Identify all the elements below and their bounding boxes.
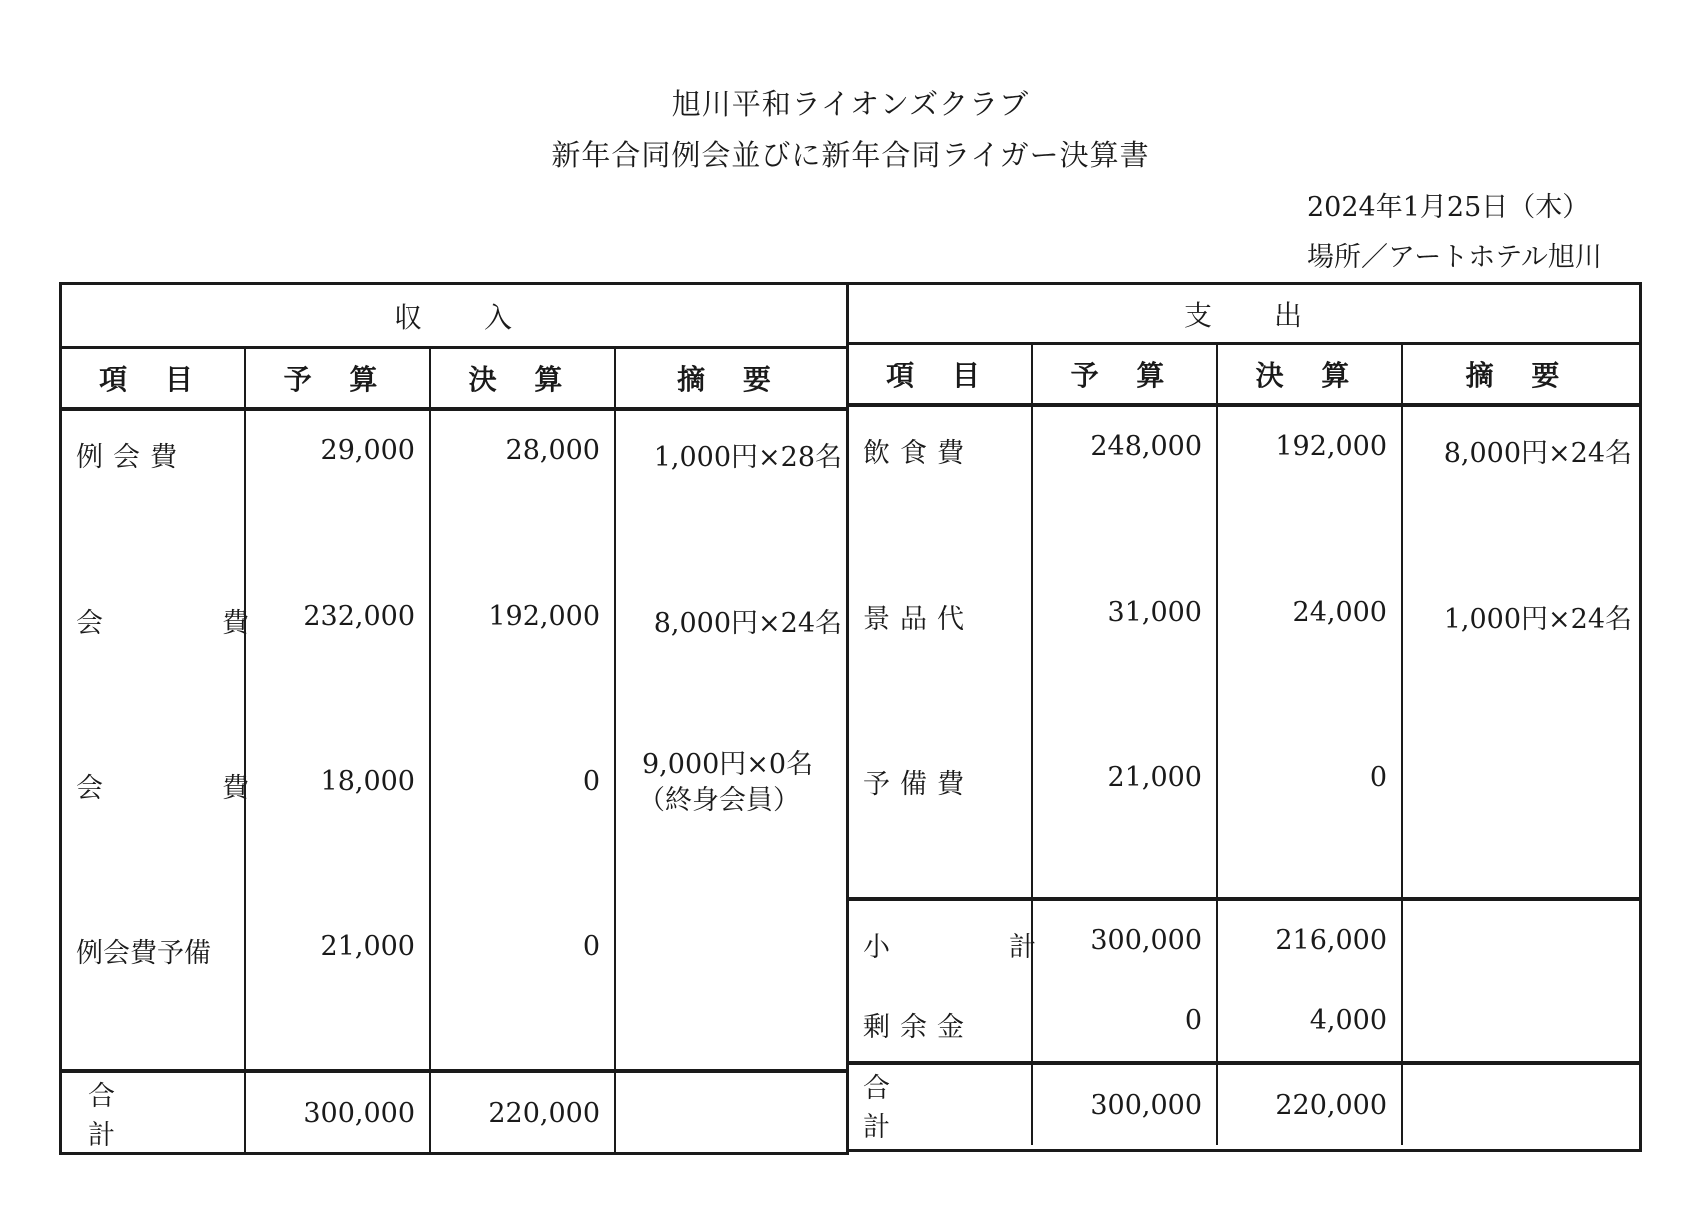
income-total-label: 合 計	[62, 1073, 246, 1153]
document-title: 新年合同例会並びに新年合同ライガー決算書	[551, 138, 1150, 172]
expense-budget-column	[1033, 407, 1218, 897]
expense-section-header	[849, 285, 1639, 345]
expense-row-3-actual: 0	[1369, 762, 1387, 793]
income-row-1-note: 1,000円×28名	[653, 442, 842, 473]
expense-subtotal-budget-column	[1033, 901, 1218, 1061]
meeting-date: 2024年1月25日（木）	[1307, 192, 1590, 223]
income-actual-column	[431, 411, 616, 1069]
expense-table	[849, 282, 1642, 1152]
expense-row-2-budget: 31,000	[1107, 597, 1202, 628]
income-total-actual: 220,000	[431, 1073, 616, 1153]
expense-col-budget: 予 算	[1033, 345, 1218, 403]
expense-item-column	[849, 407, 1033, 897]
income-row-2-actual: 192,000	[488, 601, 600, 632]
income-total-budget: 300,000	[246, 1073, 431, 1153]
income-row-1-actual: 28,000	[505, 435, 600, 466]
expense-note-column	[1403, 407, 1636, 897]
income-budget-column	[246, 411, 431, 1069]
income-total-note	[616, 1073, 846, 1153]
expense-column-header	[849, 345, 1639, 407]
expense-subtotal-actual: 216,000	[1275, 925, 1387, 956]
expense-section-label: 支 出	[1183, 298, 1304, 332]
income-row-3-budget: 18,000	[320, 766, 415, 797]
expense-col-item: 項 目	[849, 345, 1033, 403]
expense-row-3-budget: 21,000	[1107, 762, 1202, 793]
expense-col-actual: 決 算	[1218, 345, 1403, 403]
income-total-row	[62, 1069, 846, 1153]
expense-total-budget: 300,000	[1033, 1065, 1218, 1145]
income-row-4-actual: 0	[582, 931, 600, 962]
income-row-1-budget: 29,000	[320, 435, 415, 466]
expense-row-1-item: 飲食費	[863, 438, 974, 469]
income-row-4-item: 例会費予備	[76, 938, 211, 969]
expense-row-1-note: 8,000円×24名	[1443, 438, 1632, 469]
meeting-place: 場所／アートホテル旭川	[1307, 242, 1602, 273]
income-row-3-note: 9,000円×0名	[642, 749, 814, 780]
income-row-2-item: 会 費	[76, 608, 295, 639]
income-section-header	[62, 285, 846, 349]
income-note-column	[616, 411, 846, 1069]
income-body	[62, 411, 846, 1069]
income-row-3-actual: 0	[582, 766, 600, 797]
income-row-3-note-sub: （終身会員）	[638, 785, 800, 816]
income-row-2-note: 8,000円×24名	[653, 608, 842, 639]
expense-row-3-item: 予備費	[863, 769, 974, 800]
expense-row-2-actual: 24,000	[1292, 597, 1387, 628]
expense-row-1-actual: 192,000	[1275, 431, 1387, 462]
income-table	[59, 282, 849, 1155]
expense-subtotal-label: 小 計	[863, 932, 1082, 963]
income-col-item: 項 目	[62, 349, 246, 407]
income-row-2-budget: 232,000	[303, 601, 415, 632]
expense-subtotal-note-column	[1403, 901, 1636, 1061]
income-col-actual: 決 算	[431, 349, 616, 407]
income-column-header	[62, 349, 846, 411]
income-col-budget: 予 算	[246, 349, 431, 407]
expense-row-2-note: 1,000円×24名	[1443, 604, 1632, 635]
expense-total-row	[849, 1061, 1639, 1145]
expense-row-2-item: 景品代	[863, 604, 974, 635]
income-row-4-budget: 21,000	[320, 931, 415, 962]
income-col-note: 摘 要	[677, 363, 785, 396]
expense-subtotal-actual-column	[1218, 901, 1403, 1061]
expense-surplus-actual: 4,000	[1309, 1005, 1387, 1036]
expense-total-actual: 220,000	[1218, 1065, 1403, 1145]
expense-body	[849, 407, 1639, 901]
expense-row-1-budget: 248,000	[1090, 431, 1202, 462]
club-name: 旭川平和ライオンズクラブ	[671, 87, 1030, 121]
income-section-label: 収 入	[393, 300, 514, 334]
income-item-column	[62, 411, 295, 1069]
expense-col-note: 摘 要	[1465, 359, 1574, 392]
expense-total-note	[1403, 1065, 1636, 1145]
expense-surplus-label: 剰余金	[863, 1012, 974, 1043]
expense-surplus-budget: 0	[1184, 1005, 1202, 1036]
expense-actual-column	[1218, 407, 1403, 897]
expense-subtotal-item-column	[849, 901, 1082, 1061]
expense-subtotal-block	[849, 901, 1639, 1061]
income-row-3-item: 会 費	[76, 773, 295, 804]
expense-subtotal-budget: 300,000	[1090, 925, 1202, 956]
income-row-1-item: 例会費	[76, 442, 187, 473]
expense-total-label: 合 計	[849, 1065, 1033, 1145]
